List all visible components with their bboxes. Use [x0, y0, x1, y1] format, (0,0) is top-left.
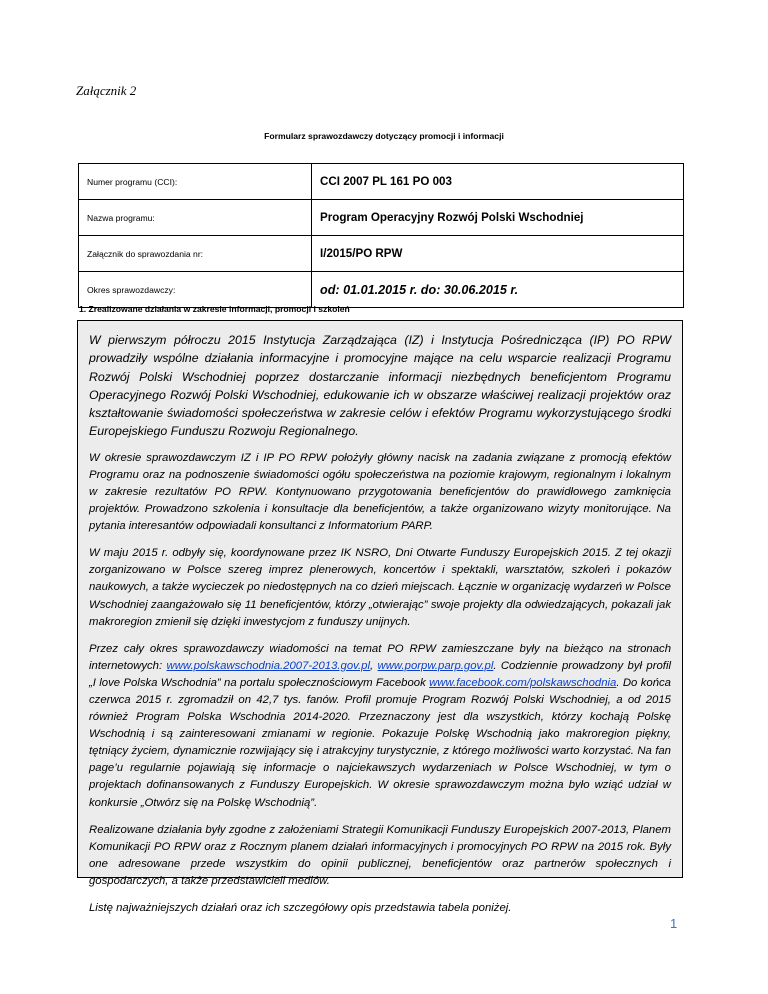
table-row [79, 236, 684, 272]
program-name-label: Nazwa programu: [79, 200, 312, 236]
reporting-period-value: od: 01.01.2015 r. do: 30.06.2015 r. [312, 272, 684, 308]
section-heading: 1. Zrealizowane działania w zakresie informacji, promocji i szkoleń [79, 304, 350, 314]
report-annex-value: I/2015/PO RPW [312, 236, 684, 272]
websites-text-1: Przez cały okres sprawozdawczy wiadomości na temat PO RPW zamieszczane były na bieżąco na stronach internetowych: [89, 642, 671, 672]
link-porpw-parp[interactable]: www.porpw.parp.gov.pl [377, 659, 494, 672]
reporting-period-label: Okres sprawozdawczy: [79, 272, 312, 308]
table-row [79, 164, 684, 200]
annex-label: Załącznik 2 [76, 83, 137, 98]
activities-description-box [77, 320, 683, 915]
link-facebook[interactable]: www.facebook.com/polskawschodnia [429, 676, 617, 689]
paragraph-websites [89, 641, 671, 812]
table-row [79, 200, 684, 236]
paragraph-open-days: W maju 2015 r. odbyły się, koordynowane przez IK NSRO, Dni Otwarte Funduszy Europejskich 2015. Z tej okazji zorganizowano w Polsce szereg imprez plenerowych, koncertów i spektakli, warsztatów, szkoleń i pokazów naukowych, a także wycieczek po niedostępnych na co dzień miejscach. Łącznie w organizację wydarzeń w Polsce Wschodniej zaangażowało się 11 beneficjentów, którzy „otwierając” swoje projekty dla odwiedzających, pokazali jak makroregion zmienił się dzięki inwestycjom z funduszy unijnych. [89, 547, 671, 628]
program-number-label: Numer programu (CCI): [79, 164, 312, 200]
websites-text-4: . Do końca czerwca 2015 r. zgromadził on 42,7 tys. fanów. Profil promuje Program Rozwój Polski Wschodniej, a od 2015 również Program Polska Wschodnia 2014-2020. Przeznaczony jest dla wszystkich, którzy kochają Polskę Wschodnią i są zainteresowani zmianami w regionie. Pokazuje Polskę Wschodnią jako makroregion piękny, tętniący życiem, dynamicznie rozwijający się i atrakcyjny turystycznie, z którego możliwości warto korzystać. Na fan page’u regularnie pojawiają się informacje o najciekawszych wydarzeniach w Polsce Wschodniej, w tym o projektach dofinansowanych z Funduszy Europejskich. W okresie sprawozdawczym można było wziąć udział w konkursie „Otwórz się na Polskę Wschodnią”. [89, 676, 671, 809]
program-number-value: CCI 2007 PL 161 PO 003 [312, 164, 684, 200]
report-annex-label: Załącznik do sprawozdania nr: [79, 236, 312, 272]
program-info-table [78, 163, 684, 308]
paragraph-intro: W pierwszym półroczu 2015 Instytucja Zarządzająca (IZ) i Instytucja Pośrednicząca (IP) PO RPW prowadziły wspólne działania informacyjne i promocyjne mające na celu wsparcie realizacji Programu Rozwój Polski Wschodniej poprzez dostarczanie informacji niezbędnych beneficjentom Programu Operacyjnego Rozwój Polski Wschodniej, edukowanie ich w obszarze właściwej realizacji projektów oraz kształtowanie świadomości społeczeństwa w zakresie celów i efektów Programu wykorzystującego środki Europejskiego Funduszu Rozwoju Regionalnego. [89, 333, 671, 439]
paragraph-table-intro: Listę najważniejszych działań oraz ich szczegółowy opis przedstawia tabela poniżej. [89, 902, 512, 915]
table-row [79, 272, 684, 308]
websites-text-3: . Codziennie prowadzony był profil „I love Polska Wschodnia” na portalu społecznościowym Facebook [89, 659, 671, 689]
websites-text-2: , [370, 659, 378, 672]
program-name-value: Program Operacyjny Rozwój Polski Wschodniej [312, 200, 684, 236]
page-number: 1 [670, 916, 678, 931]
form-title: Formularz sprawozdawczy dotyczący promocji i informacji [264, 131, 504, 141]
link-polskawschodnia[interactable]: www.polskawschodnia.2007-2013.gov.pl [166, 659, 370, 672]
paragraph-reporting-period: W okresie sprawozdawczym IZ i IP PO RPW położyły główny nacisk na zadania związane z promocją efektów Programu oraz na podnoszenie świadomości ogółu społeczeństwa na poziomie krajowym, regionalnym i lokalnym w zakresie rezultatów PO RPW. Kontynuowano przygotowania beneficjentów do prawidłowego zamknięcia projektów. Prowadzono szkolenia i konsultacje dla beneficjentów, a także organizowano wizyty monitorujące. Na pytania interesantów odpowiadali konsultanci z Informatorium PARP. [89, 451, 671, 533]
paragraph-compliance: Realizowane działania były zgodne z założeniami Strategii Komunikacji Funduszy Europejskich 2007-2013, Planem Komunikacji PO RPW oraz z Rocznym planem działań informacyjnych i promocyjnych PO RPW na 2015 rok. Były one adresowane przede wszystkim do opinii publicznej, beneficjentów oraz partnerów społecznych i gospodarczych, a także przedstawicieli mediów. [89, 823, 671, 887]
